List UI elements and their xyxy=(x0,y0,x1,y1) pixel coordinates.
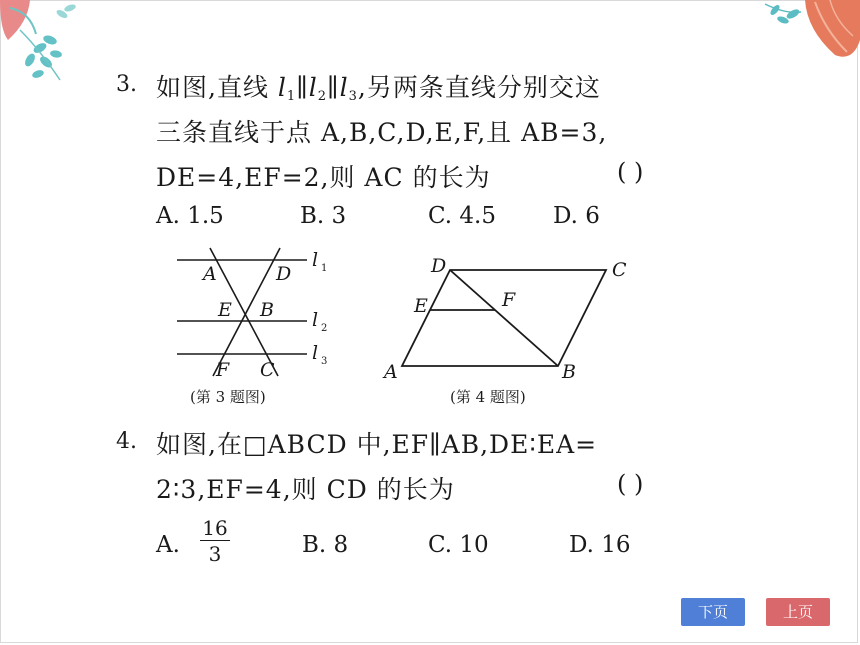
figure-4-caption: (第 4 题图) xyxy=(450,388,526,406)
option-c: C. 4.5 xyxy=(428,203,496,229)
line-l2-subscript: 2 xyxy=(317,89,328,104)
option-d: D. 6 xyxy=(553,203,600,229)
figure-4-diagram xyxy=(380,254,640,384)
option-a-fraction xyxy=(200,516,230,567)
figure-3-diagram xyxy=(170,240,340,385)
question-3-line-2: 三条直线于点 A,B,C,D,E,F,且 AB=3, xyxy=(156,118,608,147)
fraction-denominator: 3 xyxy=(208,542,222,566)
previous-page-button[interactable]: 上页 xyxy=(766,598,830,626)
point-b-label: B xyxy=(260,299,274,321)
line-l1-tag-sub: 1 xyxy=(321,263,328,274)
leaf-decoration-icon xyxy=(0,0,90,95)
question-4-line-2: 2∶3,EF=4,则 CD 的长为 xyxy=(156,475,455,504)
point-d-label: D xyxy=(431,255,447,277)
point-b-label: B xyxy=(562,361,576,383)
point-f-label: F xyxy=(502,289,516,311)
point-c-label: C xyxy=(260,359,275,381)
point-a-label: A xyxy=(203,263,217,285)
question-3-line-3: DE=4,EF=2,则 AC 的长为 xyxy=(156,163,491,192)
option-b: B. 8 xyxy=(302,532,349,558)
point-a-label: A xyxy=(384,361,398,383)
answer-blank: ( ) xyxy=(617,470,644,498)
line-l3-tag: l xyxy=(312,342,319,364)
parallel-symbol: ∥ xyxy=(296,73,309,102)
line-l2-tag: l xyxy=(312,309,319,331)
point-e-label: E xyxy=(218,299,232,321)
leaf-decoration-icon xyxy=(735,0,860,70)
fraction-numerator: 16 xyxy=(200,516,230,541)
line-l1-subscript: 1 xyxy=(286,89,297,104)
parallel-symbol: ∥ xyxy=(327,73,340,102)
option-d: D. 16 xyxy=(569,532,631,558)
answer-blank: ( ) xyxy=(617,158,644,186)
line-l2-tag-sub: 2 xyxy=(321,323,328,334)
point-f-label: F xyxy=(216,359,230,381)
line-l3-subscript: 3 xyxy=(348,89,358,104)
option-b: B. 3 xyxy=(300,203,347,229)
question-3-text: 如图,直线 xyxy=(156,73,278,102)
next-page-button[interactable]: 下页 xyxy=(681,598,745,626)
line-l3-tag-sub: 3 xyxy=(321,356,328,367)
line-l2-label: l xyxy=(308,73,318,102)
question-3-text: ,另两条直线分别交这 xyxy=(357,73,601,102)
question-4-number: 4. xyxy=(116,429,137,454)
point-c-label: C xyxy=(612,259,627,281)
option-c: C. 10 xyxy=(428,532,489,558)
question-4-line-1: 如图,在□ABCD 中,EF∥AB,DE∶EA= xyxy=(156,430,598,459)
line-l1-tag: l xyxy=(312,249,319,271)
question-3-number: 3. xyxy=(116,72,137,97)
diagonal-db xyxy=(450,270,558,366)
option-a-label: A. xyxy=(156,532,180,558)
figure-3-caption: (第 3 题图) xyxy=(190,388,266,406)
line-l3-label: l xyxy=(339,73,349,102)
option-a: A. 1.5 xyxy=(156,203,224,229)
line-l1-label: l xyxy=(277,73,287,102)
question-3-line-1 xyxy=(156,68,601,104)
point-d-label: D xyxy=(276,263,292,285)
point-e-label: E xyxy=(414,295,428,317)
